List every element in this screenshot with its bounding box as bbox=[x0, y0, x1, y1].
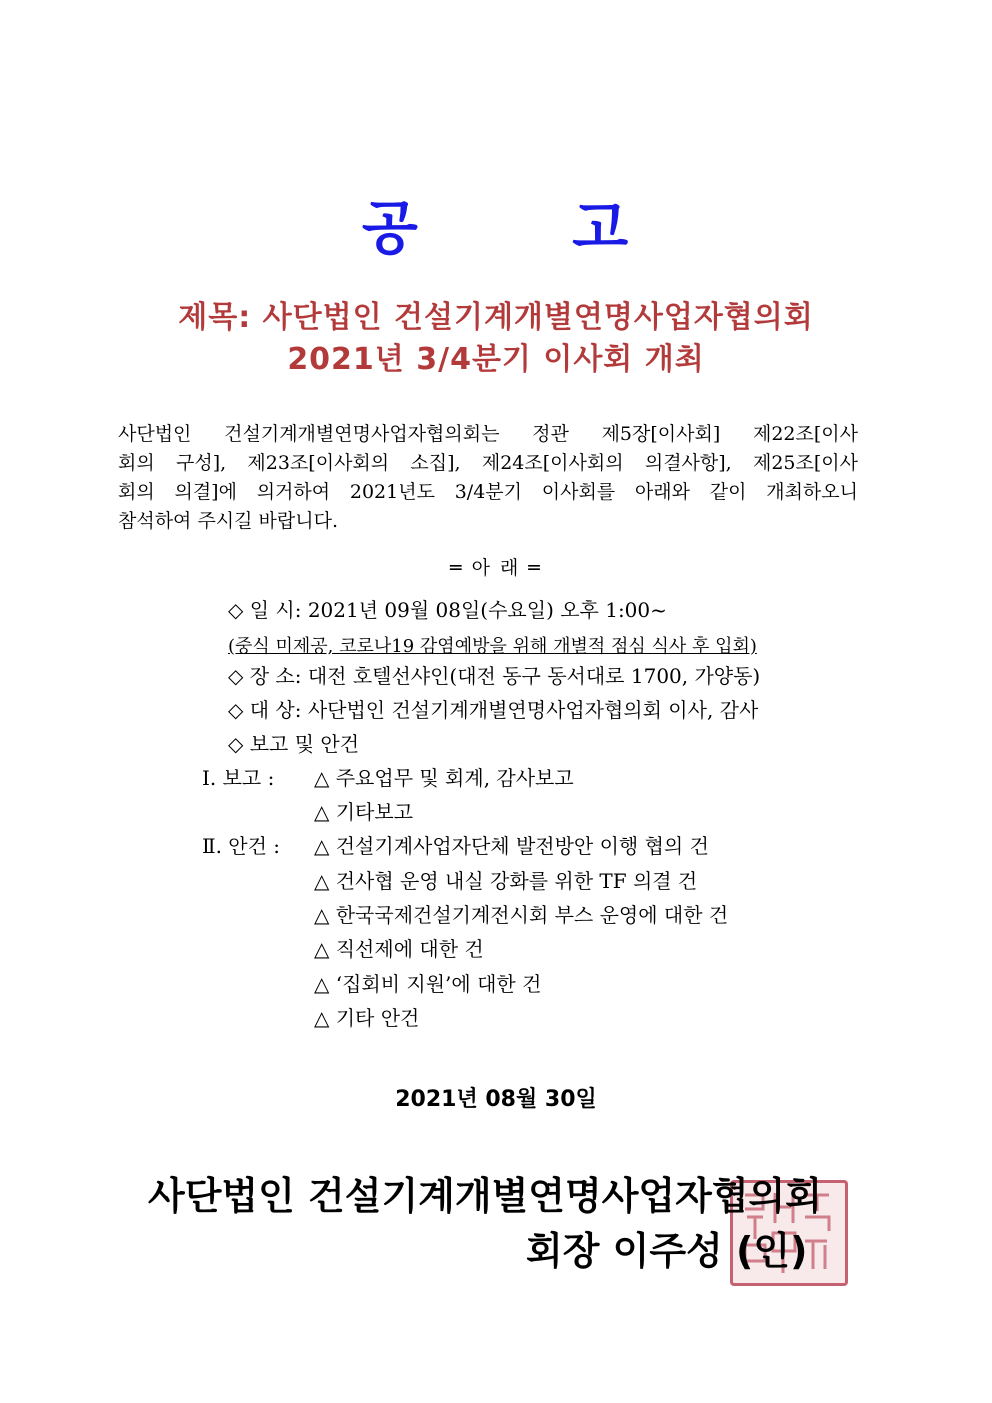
list-item: △ 건사협 운영 내실 강화를 위한 TF 의결 건 bbox=[314, 869, 698, 893]
list-item: △ 직선제에 대한 건 bbox=[314, 937, 484, 961]
target-item: ◇ 대 상: 사단법인 건설기계개별연명사업자협의회 이사, 감사 bbox=[228, 698, 759, 722]
list-item: △ 기타 안건 bbox=[314, 1006, 420, 1030]
meal-note: (중식 미제공, 코로나19 감염예방을 위해 개별적 점심 식사 후 입회) bbox=[228, 636, 757, 657]
list-item: △ ‘집회비 지원’에 대한 건 bbox=[314, 972, 542, 996]
list-item: △ 주요업무 및 회계, 감사보고 bbox=[314, 766, 574, 790]
organization-name: 사단법인 건설기계개별연명사업자협의회 bbox=[148, 1174, 822, 1218]
body-paragraph bbox=[118, 420, 858, 536]
notice-date: 2021년 08월 30일 bbox=[395, 1087, 597, 1112]
list-item: △ 기타보고 bbox=[314, 800, 414, 824]
body-line: 회의 구성], 제23조[이사회의 소집], 제24조[이사회의 의결사항], 제25조[이사 bbox=[118, 452, 858, 474]
body-line: 사단법인 건설기계개별연명사업자협의회는 정관 제5장[이사회] 제22조[이사 bbox=[118, 423, 858, 445]
agenda-label: Ⅱ. 안건 : bbox=[202, 834, 281, 858]
subject-line-1: 제목: 사단법인 건설기계개별연명사업자협의회 bbox=[178, 300, 814, 335]
section-heading: ═ 아 래 ═ bbox=[450, 557, 542, 579]
list-item: △ 한국국제건설기계전시회 부스 운영에 대한 건 bbox=[314, 903, 729, 927]
place-item: ◇ 장 소: 대전 호텔선샤인(대전 동구 동서대로 1700, 가양동) bbox=[228, 664, 761, 688]
page-title: 공 고 bbox=[361, 194, 631, 262]
president-signature: 회장 이주성 (인) bbox=[526, 1229, 808, 1273]
list-item: △ 건설기계사업자단체 발전방안 이행 협의 건 bbox=[314, 834, 709, 858]
subject-line-2: 2021년 3/4분기 이사회 개최 bbox=[287, 342, 705, 377]
report-label: Ⅰ. 보고 : bbox=[202, 766, 275, 790]
datetime-item: ◇ 일 시: 2021년 09월 08일(수요일) 오후 1:00~ bbox=[228, 598, 667, 622]
agenda-title: ◇ 보고 및 안건 bbox=[228, 732, 360, 756]
body-line: 회의 의결]에 의거하여 2021년도 3/4분기 이사회를 아래와 같이 개최하오니 bbox=[118, 481, 858, 503]
body-line: 참석하여 주시길 바랍니다. bbox=[118, 510, 339, 532]
